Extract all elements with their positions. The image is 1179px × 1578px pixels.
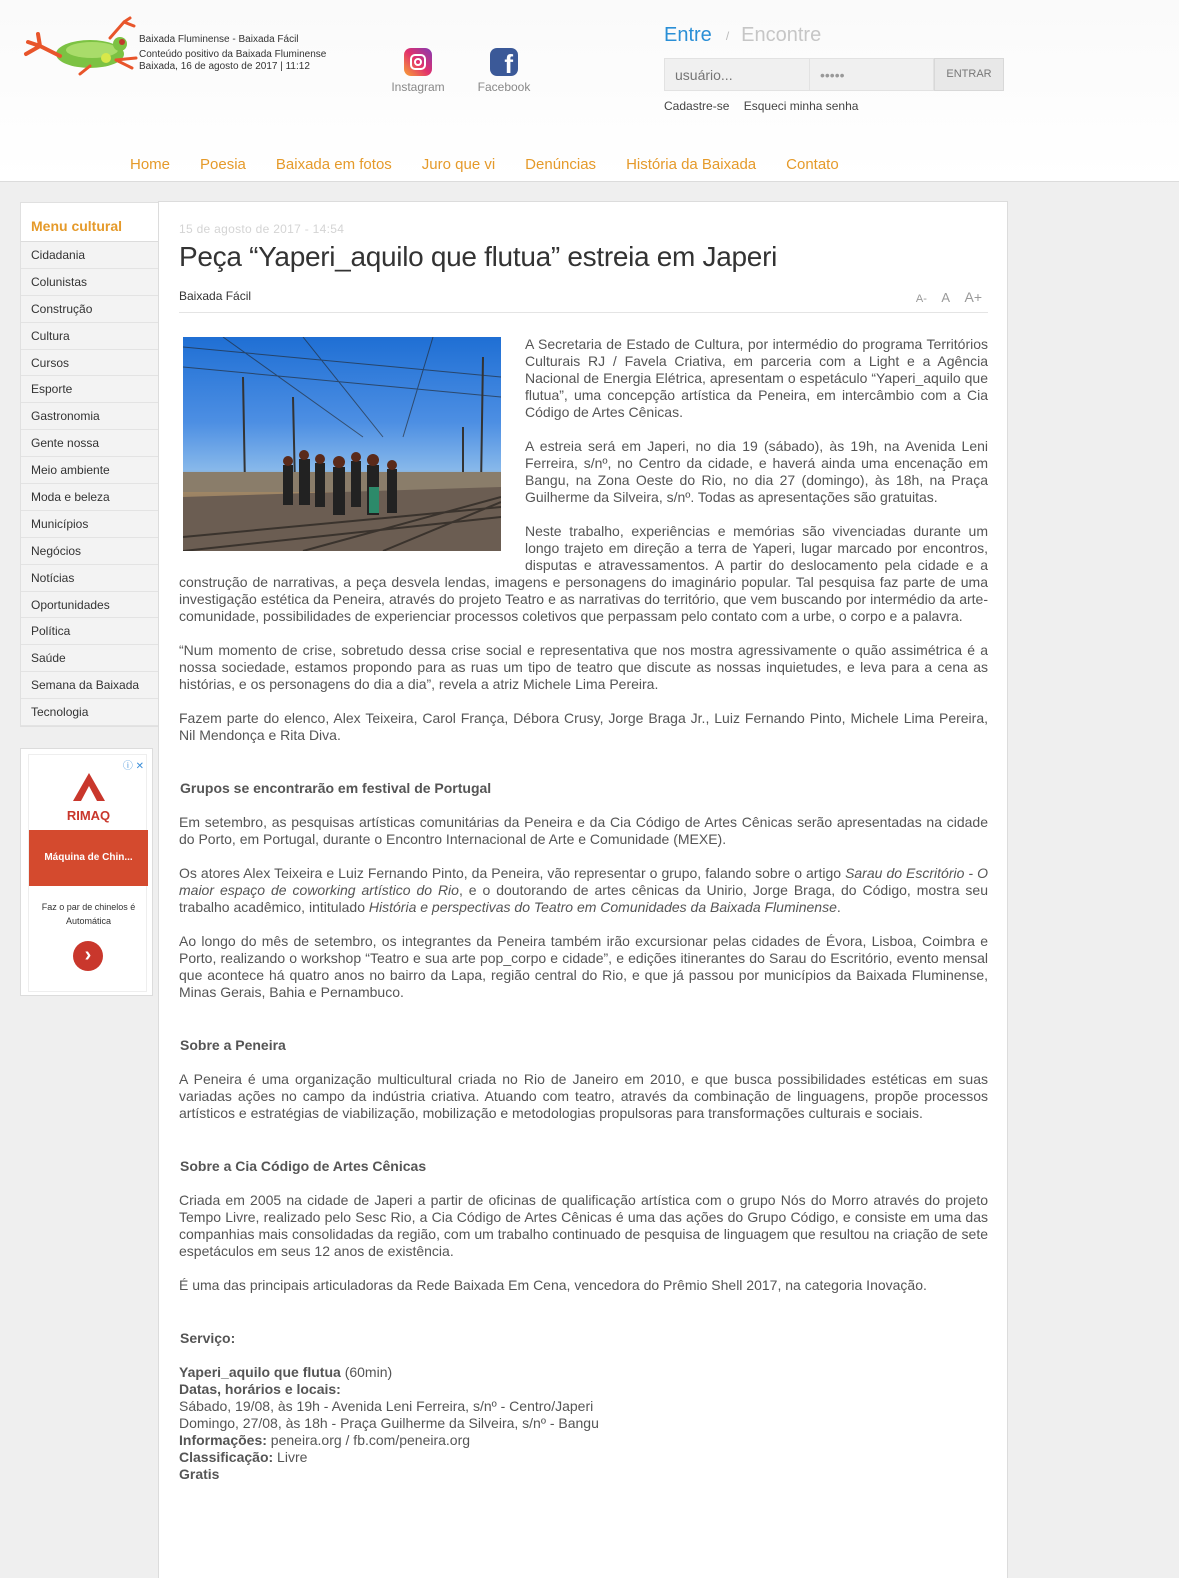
classification-label: Classificação: [179, 1449, 274, 1465]
site-name: Baixada Fluminense - Baixada Fácil [139, 34, 299, 45]
article-paragraph: “Num momento de crise, sobretudo dessa crise social e representativa que nos mostra agressivamente o quão assimétrica é a nossa sociedade, estamos propondo para as ruas um tipo de teatro que discute as nossas inquietudes, e leva para a cena as histórias, e os personagens do dia a dia”, revela a atriz Michele Lima Pereira. [179, 642, 988, 692]
ad-logo [29, 771, 148, 823]
ad-choices-icon[interactable]: ⓘ ✕ [122, 761, 144, 772]
sidebar-item-meio-ambiente[interactable]: Meio ambiente [21, 457, 158, 484]
sidebar-menu [20, 242, 159, 727]
show-date-2: Domingo, 27/08, às 18h - Praça Guilherme da Silveira, s/nº - Bangu [179, 1415, 599, 1431]
sidebar-item-esporte[interactable]: Esporte [21, 376, 158, 403]
section-heading: Sobre a Peneira [180, 1037, 286, 1053]
show-duration: (60min) [340, 1364, 393, 1380]
main-content [158, 201, 1008, 1578]
show-date-1: Sábado, 19/08, às 19h - Avenida Leni Ferreira, s/nº - Centro/Japeri [179, 1398, 594, 1414]
article-paragraph [179, 865, 988, 916]
info-label: Informações: [179, 1432, 267, 1448]
service-heading: Serviço: [180, 1330, 236, 1346]
article-paragraph: A Secretaria de Estado de Cultura, por intermédio do programa Territórios Culturais RJ / Favela Criativa, em parceria com a Light e a Agência Nacional de Energia Elétrica, apresentam o espetáculo “Yaperi_aquilo que flutua”, uma concepção artística da Peneira, em intercâmbio com a Cia Código de Artes Cênicas. [525, 336, 988, 420]
username-input[interactable] [664, 58, 810, 91]
sidebar-item-politica[interactable]: Política [21, 618, 158, 645]
facebook-link[interactable] [476, 48, 532, 94]
article-body [179, 336, 988, 1483]
nav-poesia[interactable]: Poesia [200, 156, 246, 173]
ad-arrow-icon[interactable]: › [73, 941, 103, 971]
rimaq-logo-icon [69, 771, 109, 801]
signup-link[interactable]: Cadastre-se [664, 99, 730, 113]
font-normal-button[interactable]: A [941, 290, 951, 305]
forgot-password-link[interactable]: Esqueci minha senha [743, 99, 859, 113]
sidebar-item-moda-e-beleza[interactable]: Moda e beleza [21, 484, 158, 511]
service-info [179, 1364, 988, 1483]
nav-contato[interactable]: Contato [786, 156, 839, 173]
instagram-icon [404, 48, 432, 76]
sidebar-item-noticias[interactable]: Notícias [21, 565, 158, 592]
sidebar-item-oportunidades[interactable]: Oportunidades [21, 592, 158, 619]
article-paragraph: Em setembro, as pesquisas artísticas comunitárias da Peneira e da Cia Código de Artes Cênicas serão apresentadas na cidade do Porto, em Portugal, durante o Encontro Internacional de Arte e Comunidade (MEXE). [179, 814, 988, 847]
sidebar-item-negocios[interactable]: Negócios [21, 538, 158, 565]
sidebar [20, 202, 159, 727]
font-size-controls [906, 289, 982, 307]
ad-creative[interactable] [28, 754, 147, 992]
main-nav [130, 156, 869, 173]
show-name: Yaperi_aquilo que flutua [179, 1364, 341, 1380]
classification-value: Livre [273, 1449, 308, 1465]
nav-baixada-em-fotos[interactable]: Baixada em fotos [275, 156, 392, 173]
instagram-link[interactable] [390, 48, 446, 94]
sidebar-item-gastronomia[interactable]: Gastronomia [21, 403, 158, 430]
sidebar-item-colunistas[interactable]: Colunistas [21, 269, 158, 296]
thesis-title-italic: História e perspectivas do Teatro em Comunidades da Baixada Fluminense [368, 899, 837, 915]
article-photo[interactable] [183, 337, 501, 551]
sidebar-item-municipios[interactable]: Municípios [21, 511, 158, 538]
tab-encontre[interactable]: Encontre [741, 24, 822, 46]
text-run: , e o doutorando de artes cênicas da Unirio, Jorge Braga, do Código, mostra seu trabalho acadêmico, intitulado [179, 882, 989, 915]
sidebar-item-semana-da-baixada[interactable]: Semana da Baixada [21, 672, 158, 699]
article-paragraph: Ao longo do mês de setembro, os integrantes da Peneira também irão excursionar pelas cidades de Évora, Lisboa, Coimbra e Porto, realizando o workshop “Teatro e sua arte pop_corpo e cidade”, e edições itinerantes do Sarau do Escritório, evento mensal que acontece há quatro anos no bairro da Lapa, região central do Rio, e que já passou por municípios da Baixada Fluminense, Minas Gerais, Bahia e Pernambuco. [179, 933, 988, 1000]
post-title: Peça “Yaperi_aquilo que flutua” estreia em Japeri [179, 241, 778, 272]
instagram-label: Instagram [391, 80, 445, 94]
article-paragraph: Fazem parte do elenco, Alex Teixeira, Carol França, Débora Crusy, Jorge Braga Jr., Luiz Fernando Pinto, Michele Lima Pereira, Nil Mendonça e Rita Diva. [179, 710, 988, 743]
nav-juro-que-vi[interactable]: Juro que vi [421, 156, 496, 173]
font-bigger-button[interactable]: A+ [964, 289, 982, 305]
article [179, 222, 988, 1483]
sidebar-item-cursos[interactable]: Cursos [21, 350, 158, 377]
sidebar-item-cidadania[interactable]: Cidadania [21, 242, 158, 269]
site-header [0, 0, 1179, 182]
tab-entre[interactable]: Entre [664, 24, 712, 46]
ad-text: Faz o par de chinelos é Automática [41, 902, 136, 926]
article-paragraph: É uma das principais articuladoras da Rede Baixada Em Cena, vencedora do Prêmio Shell 2017, na categoria Inovação. [179, 1277, 927, 1293]
text-run: Os atores Alex Teixeira e Luiz Fernando Pinto, da Peneira, vão representar o grupo, falando sobre o artigo [179, 865, 846, 881]
advertisement [20, 748, 153, 996]
article-paragraph: A Peneira é uma organização multicultural criada no Rio de Janeiro em 2010, e que busca possibilidades estéticas em suas variadas ações no campo da indústria criativa. Atuando com teatro, através da combinação de linguagens, propõe processos artísticos e estratégias de viabilização, mobilização e metodologias propulsoras para transformações culturais e sociais. [179, 1071, 988, 1121]
nav-home[interactable]: Home [130, 156, 171, 173]
login-links [664, 99, 869, 113]
sidebar-item-construcao[interactable]: Construção [21, 296, 158, 323]
ad-brand: RIMAQ [66, 808, 111, 823]
tab-separator: / [725, 28, 730, 43]
site-meta [139, 34, 326, 73]
login-tabs [664, 24, 821, 47]
section-heading: Grupos se encontrarão em festival de Portugal [180, 780, 492, 796]
price-label: Gratis [179, 1466, 220, 1482]
frog-logo-icon[interactable] [20, 16, 140, 76]
nav-historia-da-baixada[interactable]: História da Baixada [626, 156, 757, 173]
sidebar-item-gente-nossa[interactable]: Gente nossa [21, 430, 158, 457]
facebook-icon: f [490, 48, 518, 76]
sidebar-item-cultura[interactable]: Cultura [21, 323, 158, 350]
byline-row [179, 287, 988, 313]
facebook-label: Facebook [477, 80, 531, 94]
article-title-italic: Sarau do Escritório - O maior espaço de coworking artístico do Rio [179, 865, 988, 898]
post-author: Baixada Fácil [179, 289, 252, 303]
site-tagline: Conteúdo positivo da Baixada Fluminense [139, 49, 327, 60]
sidebar-item-saude[interactable]: Saúde [21, 645, 158, 672]
site-dateline: Baixada, 16 de agosto de 2017 | 11:12 [139, 61, 310, 72]
sidebar-item-tecnologia[interactable]: Tecnologia [21, 699, 158, 726]
dates-label: Datas, horários e locais: [179, 1381, 341, 1397]
login-button[interactable]: ENTRAR [934, 58, 1004, 91]
ad-banner[interactable]: Máquina de Chin... [29, 830, 148, 886]
nav-denuncias[interactable]: Denúncias [525, 156, 597, 173]
article-paragraph: A estreia será em Japeri, no dia 19 (sábado), às 19h, na Avenida Leni Ferreira, s/nº, no Centro da cidade, e haverá ainda uma encenação em Bangu, na Zona Oeste do Rio, no dia 27 (domingo), às 18h, na Praça Guilherme da Silveira, s/nº. Todas as apresentações são gratuitas. [525, 438, 988, 505]
text-run: . [836, 899, 841, 915]
post-date: 15 de agosto de 2017 - 14:54 [179, 222, 345, 236]
article-paragraph: Neste trabalho, experiências e memórias são vivenciadas durante um longo trajeto em direção a terra de Yaperi, lugar marcado por encontros, disputas e atravessamentos. A partir do deslocamento pela cidade e a construção de narrativas, a peça desvela lendas, imagens e personagens do imaginário popular. Tal pesquisa faz parte de uma investigação estética da Peneira, através do projeto Teatro e as narrativas do território, que vem buscando por intermédio da arte-comunidade, possibilidades de experienciar processos coletivos que perpassam pelo contato com a urbe, o corpo e a palavra. [179, 523, 988, 624]
section-heading: Sobre a Cia Código de Artes Cênicas [180, 1158, 427, 1174]
info-value[interactable]: peneira.org / fb.com/peneira.org [266, 1432, 471, 1448]
sidebar-title: Menu cultural [20, 202, 159, 242]
font-smaller-button[interactable]: A- [915, 293, 927, 305]
login-form [664, 58, 1004, 91]
password-input[interactable] [810, 58, 934, 91]
article-paragraph: Criada em 2005 na cidade de Japeri a partir de oficinas de qualificação artística com o grupo Nós do Morro através do projeto Tempo Livre, realizado pelo Sesc Rio, a Cia Código de Artes Cênicas é uma das ações do Grupo Código, e consiste em uma das companhias mais consolidadas da região, com um trabalho continuado de pesquisa de linguagem que resultou na criação de sete espetáculos em seus 12 anos de existência. [179, 1192, 988, 1259]
